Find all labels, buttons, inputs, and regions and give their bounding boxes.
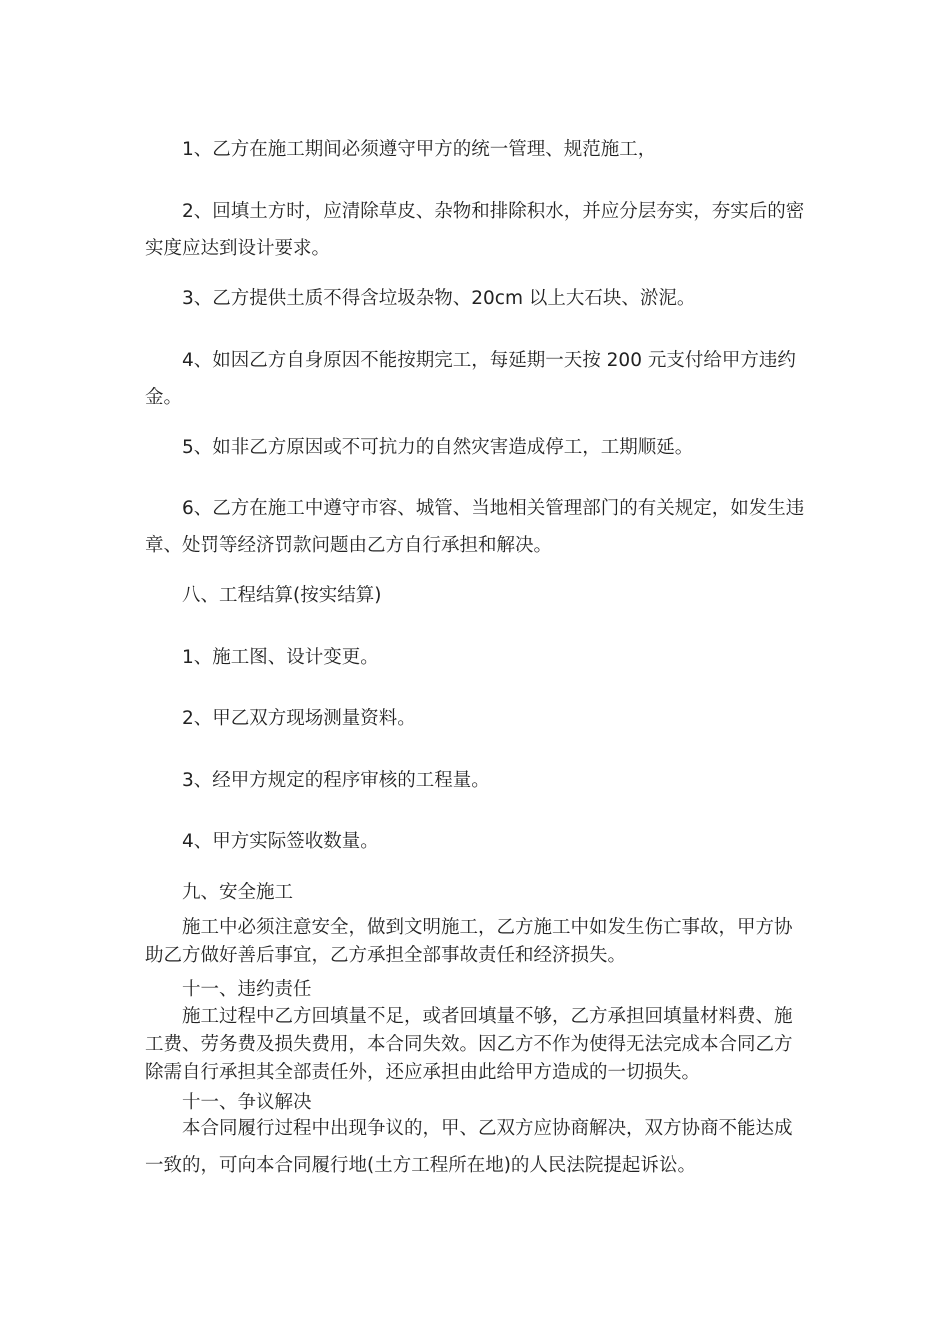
section-9-body: 施工中必须注意安全，做到文明施工，乙方施工中如发生伤亡事故，甲方协助乙方做好善后事宜，乙方承担全部事故责任和经济损失。 xyxy=(145,917,793,966)
clause-8-4: 4、甲方实际签收数量。 xyxy=(182,831,379,852)
clause-8-2: 2、甲乙双方现场测量资料。 xyxy=(182,708,416,729)
section-9-heading: 九、安全施工 xyxy=(182,882,294,903)
clause-7-6: 6、乙方在施工中遵守市容、城管、当地相关管理部门的有关规定，如发生违章、处罚等经济罚款问题由乙方自行承担和解决。 xyxy=(145,498,805,556)
clause-7-2: 2、回填土方时，应清除草皮、杂物和排除积水，并应分层夯实，夯实后的密实度应达到设计要求。 xyxy=(145,201,805,259)
section-11-breach-heading: 十一、违约责任 xyxy=(182,979,312,1000)
section-11-breach-body: 施工过程中乙方回填量不足，或者回填量不够，乙方承担回填量材料费、施工费、劳务费及损失费用，本合同失效。因乙方不作为使得无法完成本合同乙方除需自行承担其全部责任外，还应承担由此给甲方造成的一切损失。 xyxy=(145,1006,793,1083)
clause-7-5: 5、如非乙方原因或不可抗力的自然灾害造成停工，工期顺延。 xyxy=(182,437,694,458)
section-11-dispute-heading: 十一、争议解决 xyxy=(182,1092,312,1113)
clause-8-1: 1、施工图、设计变更。 xyxy=(182,647,379,668)
clause-7-4: 4、如因乙方自身原因不能按期完工，每延期一天按 200 元支付给甲方违约金。 xyxy=(145,350,796,408)
section-8-heading: 八、工程结算(按实结算) xyxy=(182,585,382,606)
clause-8-3: 3、经甲方规定的程序审核的工程量。 xyxy=(182,770,490,791)
clause-7-1: 1、乙方在施工期间必须遵守甲方的统一管理、规范施工， xyxy=(182,139,657,160)
section-11-dispute-body: 本合同履行过程中出现争议的，甲、乙双方应协商解决，双方协商不能达成一致的，可向本合同履行地(土方工程所在地)的人民法院提起诉讼。 xyxy=(145,1118,793,1176)
clause-7-3: 3、乙方提供土质不得含垃圾杂物、20cm 以上大石块、淤泥。 xyxy=(182,288,696,309)
